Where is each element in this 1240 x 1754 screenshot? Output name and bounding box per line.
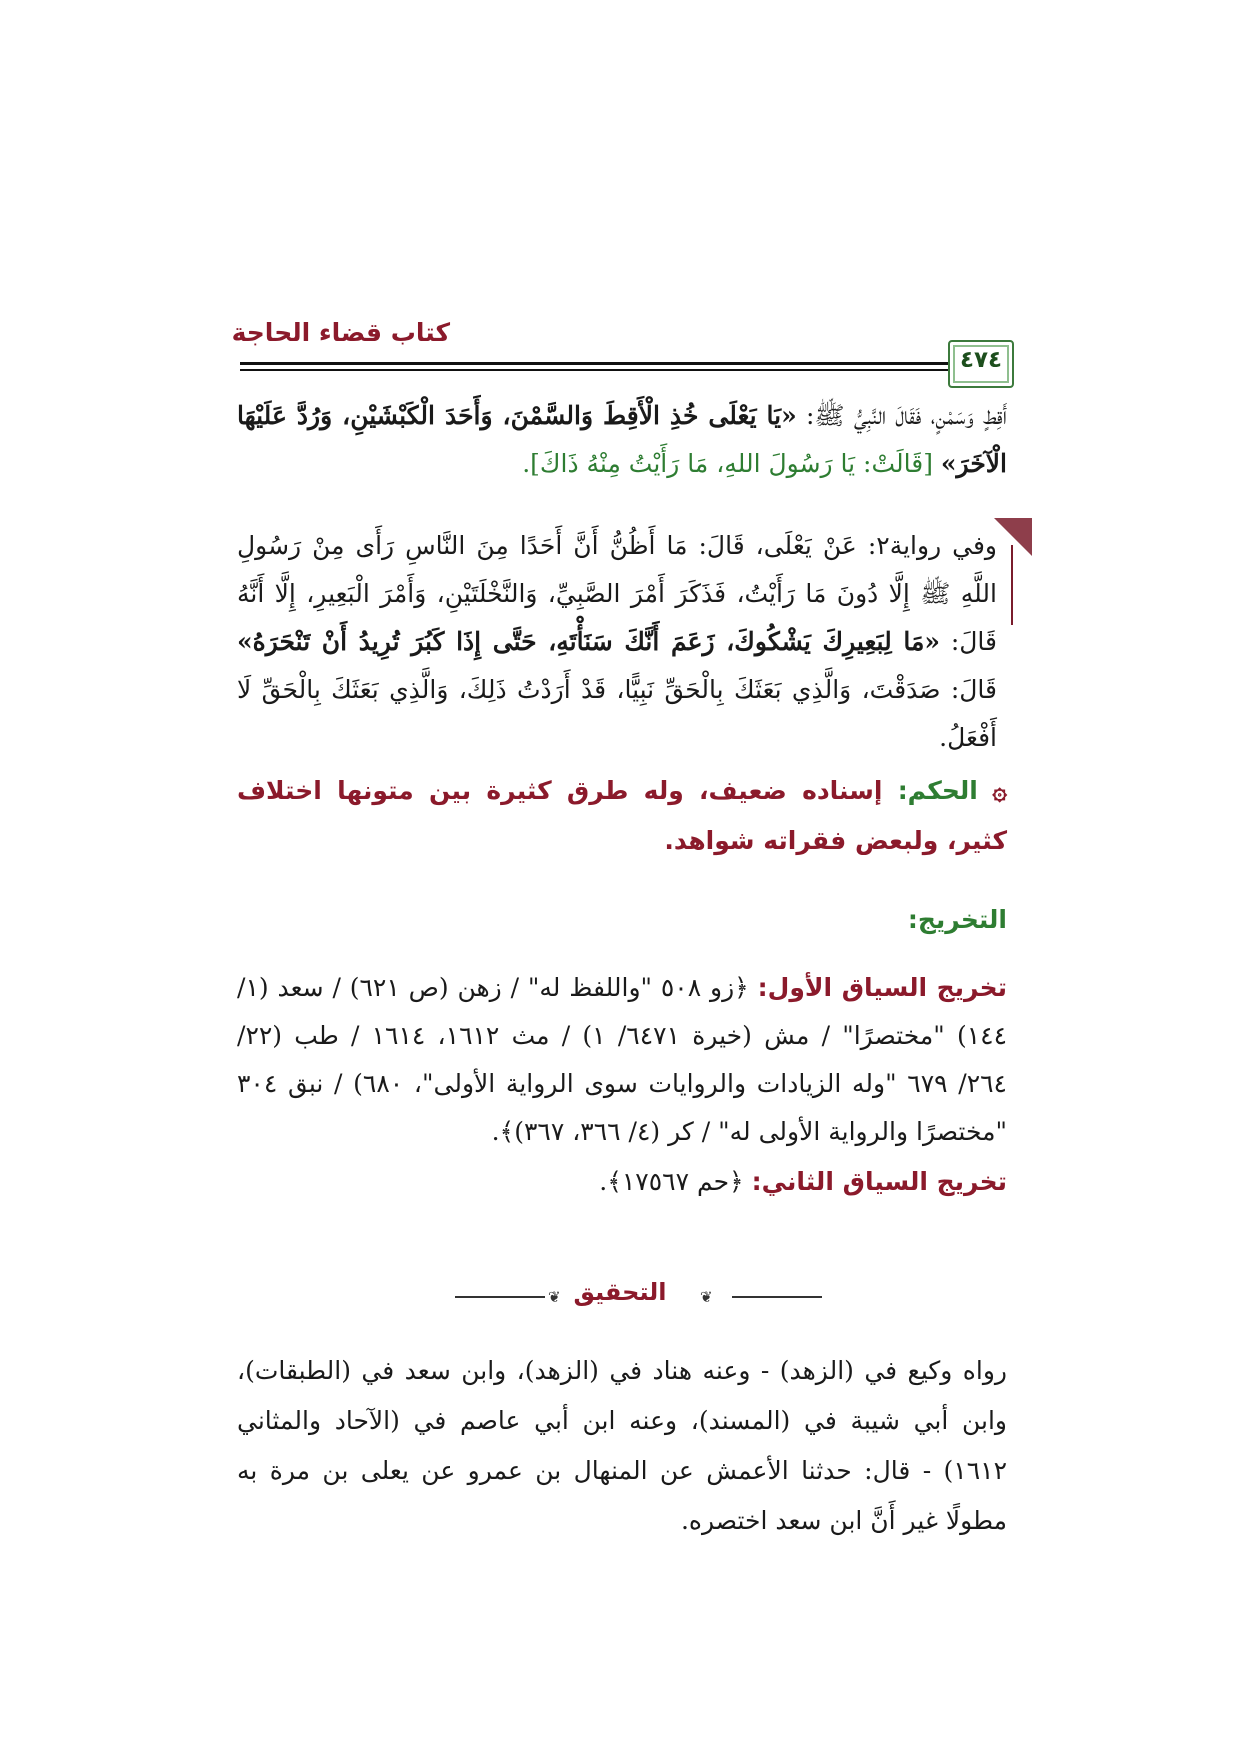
hukm-symbol: ۞ xyxy=(992,776,1007,805)
takhrij-second-label: تخريج السياق الثاني: xyxy=(751,1167,1007,1196)
takhrij-second-text: ﴿حم ١٧٥٦٧﴾. xyxy=(599,1167,752,1196)
takhrij-heading-line xyxy=(237,896,1007,944)
divider-ornament-icon: ❦ xyxy=(700,1288,713,1306)
divider-ornament-icon: ❦ xyxy=(548,1288,561,1306)
takhrij-first-text: ﴿زو ٥٠٨ "واللفظ له" / زهن (ص ٦٢١) / سعد (١/ ١٤٤) "مختصرًا" / مش (خيرة ٦٤٧١/ ١) / مث ١٦١٢، ١٦١٤ / طب (٢٢/ ٢٦٤/ ٦٧٩ "وله الزيادات والروايات سوى الرواية الأولى"، ٦٨٠) / نبق ٣٠٤ "مختصرًا والرواية الأولى له" / كر (٤/ ٣٦٦، ٣٦٧)﴾. xyxy=(237,973,1008,1146)
running-header-title: كتاب قضاء الحاجة xyxy=(231,318,450,347)
hukm-text: إسناده ضعيف، وله طرق كثيرة بين متونها اختلاف كثير، ولبعض فقراته شواهد. xyxy=(237,776,1007,855)
section-side-ornament xyxy=(1011,545,1013,625)
prophet-quote: «مَا لِبَعِيرِكَ يَشْكُوكَ، زَعَمَ أَنَّكَ سَنَأْتَهِ، حَتَّى إِذَا كَبُرَ تُرِيدُ أَنْ تَنْحَرَهُ» xyxy=(237,627,940,656)
takhrij-heading: التخريج: xyxy=(907,905,1007,934)
section-corner-ornament xyxy=(994,518,1032,556)
page-number-box xyxy=(948,340,1014,388)
page-number: ٤٧٤ xyxy=(959,347,1003,373)
header-rule-thin xyxy=(240,369,1006,371)
tahqiq-paragraph: رواه وكيع في (الزهد) - وعنه هناد في (الزهد)، وابن سعد في (الطبقات)، وابن أبي شيبة في (المسند)، وعنه ابن أبي عاصم في (الآحاد والمثاني ١٦١٢) - قال: حدثنا الأعمش عن المنهال بن عمرو عن يعلى بن مرة به مطولًا غير أَنَّ ابن سعد اختصره. xyxy=(237,1356,1007,1535)
header-rule xyxy=(240,362,1006,365)
riwaya-text-end: قَالَ: صَدَقْتَ، وَالَّذِي بَعَثَكَ بِالْحَقِّ نَبِيًّا، قَدْ أَرَدْتُ ذَلِكَ، وَالَّذِي بَعَثَكَ بِالْحَقِّ لَا أَفْعَلُ. xyxy=(237,675,997,752)
takhrij-first xyxy=(237,964,1007,1156)
hukm-label: الحكم: xyxy=(897,776,978,805)
takhrij-first-label: تخريج السياق الأول: xyxy=(757,973,1007,1002)
tahqiq-title: التحقيق xyxy=(573,1278,667,1306)
prophet-quote: «يَا يَعْلَى خُذِ الْأَقِطَ وَالسَّمْنَ، وَأَحَدَ الْكَبْشَيْنِ، وَرُدَّ عَلَيْهَا الْآخَرَ» xyxy=(237,401,1007,478)
riwaya-text: وفي رواية٢: عَنْ يَعْلَى، قَالَ: مَا أَظُنُّ أَنَّ أَحَدًا مِنَ النَّاسِ رَأَى مِنْ رَسُولِ اللَّهِ ﷺ إِلَّا دُونَ مَا رَأَيْتُ، فَذَكَرَ أَمْرَ الصَّبِيِّ، وَالنَّخْلَتَيْنِ، وَأَمْرَ الْبَعِيرِ، إِلَّا أَنَّهُ قَالَ: xyxy=(237,531,998,656)
hadith-paragraph-continued xyxy=(237,392,1007,488)
riwaya-paragraph xyxy=(237,522,997,762)
takhrij-second xyxy=(237,1158,1007,1206)
narration-text: أَقِطٍ وَسَمْنٍ، فَقَالَ النَّبِيُّ ﷺ: xyxy=(796,401,1007,430)
green-addition: [قَالَتْ: يَا رَسُولَ اللهِ، مَا رَأَيْتُ مِنْهُ ذَاكَ]. xyxy=(522,449,941,478)
hukm-paragraph xyxy=(237,766,1007,866)
tahqiq-divider-right xyxy=(732,1296,822,1298)
